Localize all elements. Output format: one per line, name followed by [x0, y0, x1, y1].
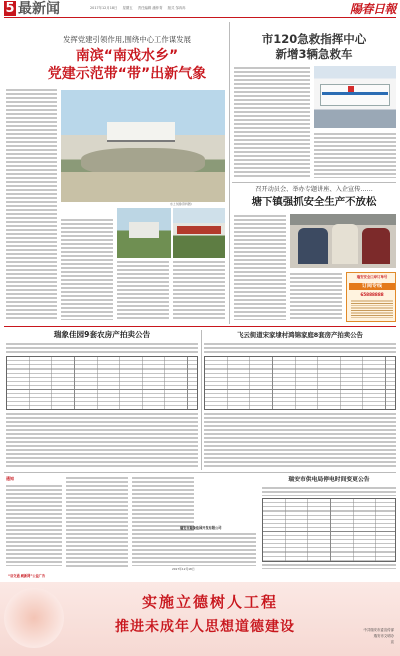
- notice-divider: [201, 330, 202, 470]
- page-number: 5: [5, 1, 15, 16]
- section-title: 最新闻: [18, 1, 60, 17]
- ad-title: 瑞安安全口岸订单号: [356, 275, 388, 279]
- lead-title-2: 党建示范带“带”出新气象: [47, 66, 207, 82]
- lead-body-col-2: [61, 218, 113, 320]
- header-rule: [4, 17, 396, 18]
- section-rule: [232, 182, 396, 183]
- power-notice-table: [262, 498, 396, 562]
- safety-kicker: 召开动员会、举办专题讲座、入企宣传……: [255, 186, 373, 193]
- lead-caption-1: 水上乐园(资料图): [170, 202, 192, 206]
- lead-photo-water-park: [61, 90, 225, 202]
- safety-body-1: [234, 214, 286, 320]
- ambulance-body-1: [234, 66, 310, 178]
- lead-body-col-1: [6, 88, 57, 320]
- lead-photo-park: [117, 208, 171, 258]
- ambulance-body-2: [314, 132, 396, 178]
- lead-title-1: 南滨“南戏水乡”: [75, 48, 179, 64]
- newspaper-logo: 陽春日報: [349, 2, 396, 16]
- notice-left-table: [6, 356, 198, 410]
- banner-line-2: 推进未成年人思想道德建设: [115, 619, 295, 635]
- notice-right-text: [204, 342, 396, 354]
- power-notice-intro: [262, 486, 396, 496]
- notice-right-text-2: [204, 412, 396, 468]
- header: [0, 0, 400, 18]
- notice-right-title: 飞云街道宋家埭村鸿锦家庭8套房产拍卖公告: [237, 331, 363, 339]
- ambulance-title-1: 市120急救指挥中心: [261, 32, 367, 46]
- safety-photo: [290, 214, 396, 268]
- lead-photo-demo-belt: [173, 208, 225, 258]
- bottom-banner: [0, 582, 400, 656]
- ad-sub: 订阅专线: [349, 283, 395, 290]
- lead-kicker: 发挥党建引领作用,围绕中心工作谋发展: [63, 35, 191, 44]
- safety-title: 塘下镇强抓安全生产不放松: [251, 196, 377, 208]
- subscription-ad[interactable]: [346, 272, 396, 322]
- banner-line-1: 实施立德树人工程: [141, 593, 278, 611]
- side-notice-label: 通知: [6, 476, 14, 481]
- notice-left-text-2: [6, 412, 198, 468]
- ambulance-title-2: 新增3辆急救车: [275, 47, 353, 61]
- col-divider: [229, 22, 230, 324]
- notice-rule: [4, 326, 396, 327]
- header-meta: 2017年12月18日 星期五 责任编辑 潘仲青 版式 邹冉冉: [90, 6, 186, 10]
- ad-phone: 65888888: [360, 292, 384, 297]
- banner-deco-left: [4, 588, 64, 648]
- power-notice-title: 瑞安市供电局停电时间变更公告: [288, 477, 370, 483]
- side-notice-text: [6, 484, 62, 566]
- mid-notice-text: [180, 532, 256, 566]
- power-notice-foot: [262, 563, 396, 569]
- notice-date: 2017年12月18日: [172, 567, 195, 571]
- banner-org-1: 中共瑞安市委宣传部: [363, 628, 394, 632]
- mid-notice-title: 瑞安市瑞象佳园开发有限公司: [180, 526, 222, 530]
- lower-notice-col-2: [66, 476, 128, 568]
- banner-org-2: 瑞安市文明办: [373, 634, 394, 638]
- notice-left-title: 瑞象佳园9套农房产拍卖公告: [53, 330, 151, 339]
- notice-right-table: [204, 356, 396, 410]
- notice-left-text: [6, 342, 198, 354]
- notice-rule-2: [4, 472, 396, 473]
- banner-org-3: 宣: [390, 640, 394, 644]
- safety-body-2: [290, 272, 342, 320]
- lead-body-col-4: [173, 260, 225, 320]
- ambulance-photo: [314, 66, 396, 128]
- lead-body-col-3: [117, 260, 169, 320]
- public-ad-note: “启交通 刷新网”公益广告: [8, 574, 46, 578]
